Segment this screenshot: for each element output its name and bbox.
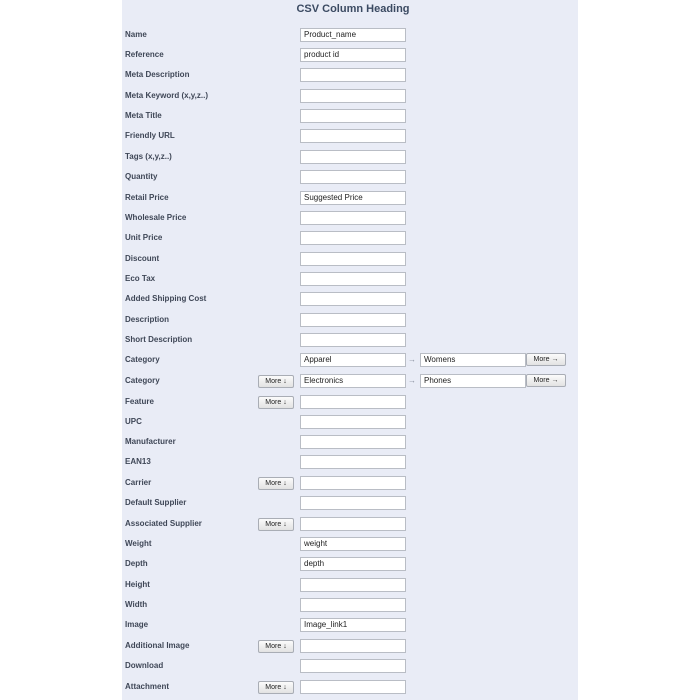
row-tags bbox=[0, 150, 700, 166]
field-label: Default Supplier bbox=[125, 498, 187, 507]
eco-tax-input[interactable] bbox=[300, 272, 406, 286]
row-eco-tax bbox=[0, 272, 700, 288]
field-label: EAN13 bbox=[125, 457, 151, 466]
name-input[interactable]: Product_name bbox=[300, 28, 406, 42]
category-input[interactable]: Electronics bbox=[300, 374, 406, 388]
depth-input[interactable]: depth bbox=[300, 557, 406, 571]
row-category-2 bbox=[0, 374, 700, 390]
field-label: Discount bbox=[125, 254, 160, 263]
manufacturer-input[interactable] bbox=[300, 435, 406, 449]
tags-input[interactable] bbox=[300, 150, 406, 164]
field-label: Reference bbox=[125, 50, 164, 59]
row-weight bbox=[0, 537, 700, 553]
row-upc bbox=[0, 415, 700, 431]
quantity-input[interactable] bbox=[300, 170, 406, 184]
row-unit-price bbox=[0, 231, 700, 247]
more-down-button[interactable]: More ↓ bbox=[258, 396, 294, 409]
field-label: Eco Tax bbox=[125, 274, 156, 283]
field-label: Attachment bbox=[125, 682, 170, 691]
more-down-button[interactable]: More ↓ bbox=[258, 518, 294, 531]
short-description-input[interactable] bbox=[300, 333, 406, 347]
width-input[interactable] bbox=[300, 598, 406, 612]
additional-image-input[interactable] bbox=[300, 639, 406, 653]
more-down-button[interactable]: More ↓ bbox=[258, 477, 294, 490]
field-label: Additional Image bbox=[125, 641, 190, 650]
field-label: Wholesale Price bbox=[125, 213, 187, 222]
row-added-shipping-cost bbox=[0, 292, 700, 308]
row-image bbox=[0, 618, 700, 634]
upc-input[interactable] bbox=[300, 415, 406, 429]
row-reference bbox=[0, 48, 700, 64]
field-label: Added Shipping Cost bbox=[125, 294, 207, 303]
row-width bbox=[0, 598, 700, 614]
field-label: Category bbox=[125, 376, 160, 385]
field-label: Retail Price bbox=[125, 193, 169, 202]
field-label: Meta Title bbox=[125, 111, 162, 120]
more-right-button[interactable]: More → bbox=[526, 353, 566, 366]
image-input[interactable]: Image_link1 bbox=[300, 618, 406, 632]
field-label: Associated Supplier bbox=[125, 519, 202, 528]
subcategory-input[interactable]: Phones bbox=[420, 374, 526, 388]
more-down-button[interactable]: More ↓ bbox=[258, 681, 294, 694]
meta-description-input[interactable] bbox=[300, 68, 406, 82]
field-label: Carrier bbox=[125, 478, 152, 487]
row-depth bbox=[0, 557, 700, 573]
attachment-input[interactable] bbox=[300, 680, 406, 694]
row-meta-title bbox=[0, 109, 700, 125]
weight-input[interactable]: weight bbox=[300, 537, 406, 551]
row-description bbox=[0, 313, 700, 329]
field-label: Unit Price bbox=[125, 233, 163, 242]
row-meta-keyword bbox=[0, 89, 700, 105]
field-label: Download bbox=[125, 661, 164, 670]
download-input[interactable] bbox=[300, 659, 406, 673]
field-label: Width bbox=[125, 600, 148, 609]
row-height bbox=[0, 578, 700, 594]
more-down-button[interactable]: More ↓ bbox=[258, 640, 294, 653]
more-down-button[interactable]: More ↓ bbox=[258, 375, 294, 388]
row-retail-price bbox=[0, 191, 700, 207]
feature-input[interactable] bbox=[300, 395, 406, 409]
arrow-right-icon: → bbox=[408, 355, 416, 364]
field-label: Short Description bbox=[125, 335, 193, 344]
row-manufacturer bbox=[0, 435, 700, 451]
discount-input[interactable] bbox=[300, 252, 406, 266]
arrow-right-icon: → bbox=[408, 376, 416, 385]
field-label: Depth bbox=[125, 559, 148, 568]
field-label: Weight bbox=[125, 539, 152, 548]
meta-title-input[interactable] bbox=[300, 109, 406, 123]
friendly-url-input[interactable] bbox=[300, 129, 406, 143]
reference-input[interactable]: product id bbox=[300, 48, 406, 62]
field-label: Height bbox=[125, 580, 150, 589]
row-meta-description bbox=[0, 68, 700, 84]
row-quantity bbox=[0, 170, 700, 186]
row-attachment bbox=[0, 680, 700, 696]
wholesale-price-input[interactable] bbox=[300, 211, 406, 225]
added-shipping-cost-input[interactable] bbox=[300, 292, 406, 306]
row-short-description bbox=[0, 333, 700, 349]
row-friendly-url bbox=[0, 129, 700, 145]
page-title: CSV Column Heading bbox=[296, 3, 410, 15]
field-label: Friendly URL bbox=[125, 131, 175, 140]
field-label: Meta Description bbox=[125, 70, 190, 79]
row-download bbox=[0, 659, 700, 675]
carrier-input[interactable] bbox=[300, 476, 406, 490]
field-label: Meta Keyword (x,y,z..) bbox=[125, 91, 208, 100]
field-label: Name bbox=[125, 30, 147, 39]
height-input[interactable] bbox=[300, 578, 406, 592]
category-input[interactable]: Apparel bbox=[300, 353, 406, 367]
description-input[interactable] bbox=[300, 313, 406, 327]
row-carrier bbox=[0, 476, 700, 492]
field-label: Category bbox=[125, 355, 160, 364]
default-supplier-input[interactable] bbox=[300, 496, 406, 510]
field-label: Tags (x,y,z..) bbox=[125, 152, 172, 161]
unit-price-input[interactable] bbox=[300, 231, 406, 245]
row-default-supplier bbox=[0, 496, 700, 512]
mapping-panel bbox=[122, 0, 578, 700]
ean13-input[interactable] bbox=[300, 455, 406, 469]
row-ean13 bbox=[0, 455, 700, 471]
row-associated-supplier bbox=[0, 517, 700, 533]
row-feature bbox=[0, 395, 700, 411]
row-wholesale-price bbox=[0, 211, 700, 227]
subcategory-input[interactable]: Womens bbox=[420, 353, 526, 367]
field-label: Description bbox=[125, 315, 170, 324]
associated-supplier-input[interactable] bbox=[300, 517, 406, 531]
row-discount bbox=[0, 252, 700, 268]
more-right-button[interactable]: More → bbox=[526, 374, 566, 387]
row-additional-image bbox=[0, 639, 700, 655]
field-label: UPC bbox=[125, 417, 142, 426]
meta-keyword-input[interactable] bbox=[300, 89, 406, 103]
row-category-1 bbox=[0, 353, 700, 369]
row-name bbox=[0, 28, 700, 44]
field-label: Manufacturer bbox=[125, 437, 176, 446]
field-label: Feature bbox=[125, 397, 154, 406]
field-label: Image bbox=[125, 620, 149, 629]
retail-price-input[interactable]: Suggested Price bbox=[300, 191, 406, 205]
field-label: Quantity bbox=[125, 172, 158, 181]
